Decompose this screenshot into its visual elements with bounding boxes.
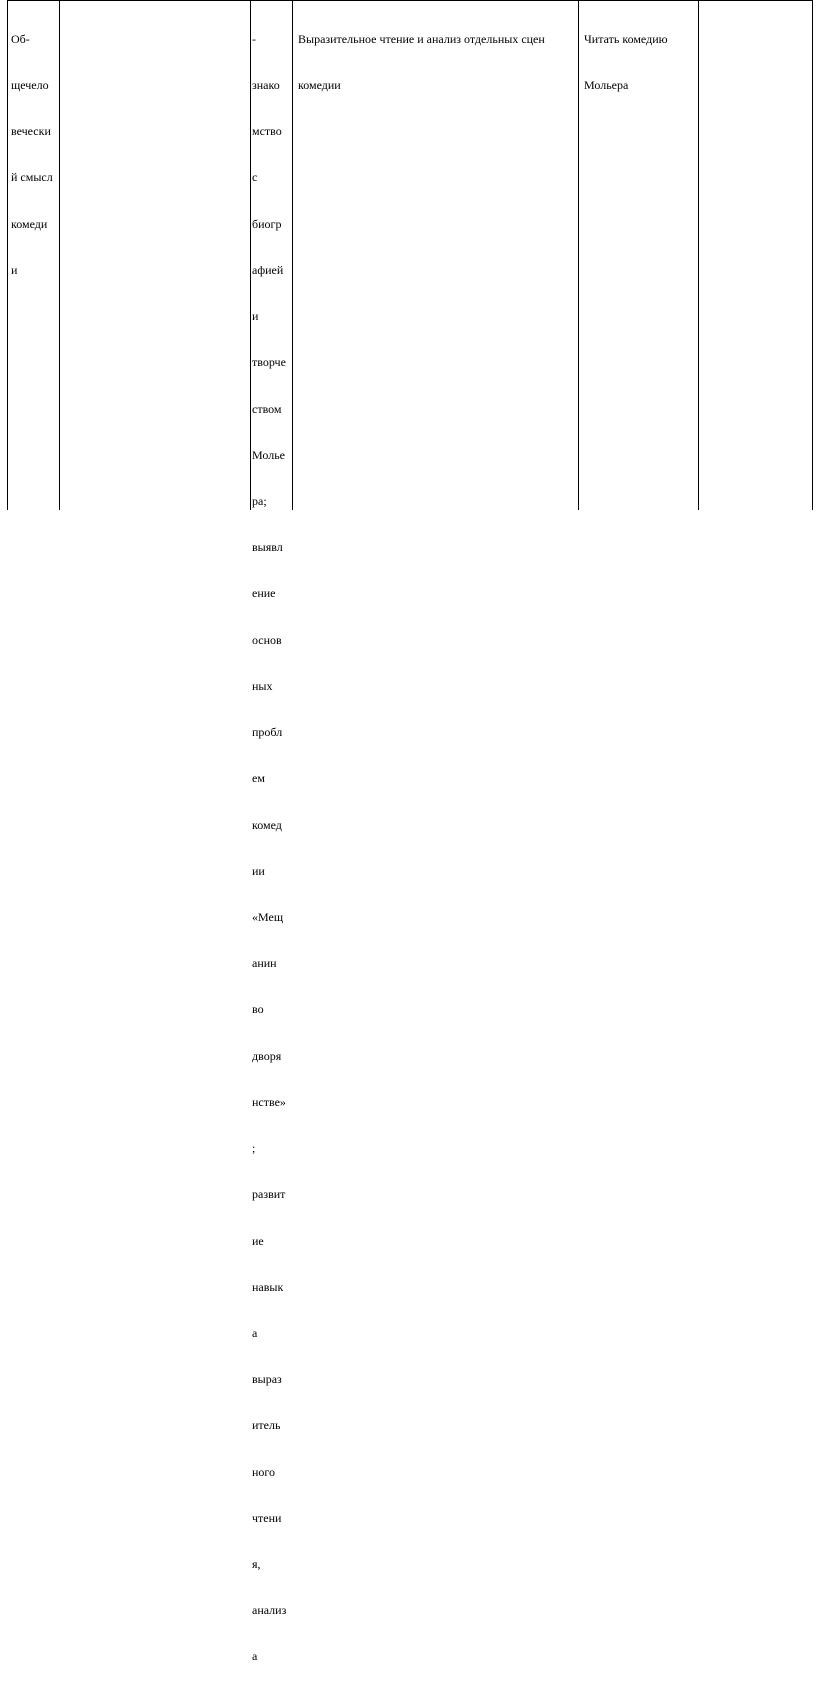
goals-line: ством [252,401,282,416]
goals-line: итель [252,1418,281,1433]
activity-cell [298,1,545,124]
goals-line: с [252,170,258,185]
goals-line: нстве» [252,1094,286,1109]
homework-cell [584,1,668,124]
topic-line: вечески [11,124,51,139]
column-divider [698,0,699,510]
column-divider [59,0,60,510]
goals-line: и [252,309,259,324]
topic-line: Об- [11,31,30,46]
table-border-right [812,0,813,510]
goals-line: выявл [252,540,283,555]
goals-line: мство [252,124,282,139]
column-divider [578,0,579,510]
goals-line: «Мещ [252,909,284,924]
goals-line: афией [252,262,284,277]
goals-line: биогр [252,216,282,231]
goals-line: я, [252,1557,261,1572]
topic-line: комеди [11,216,48,231]
goals-line: творче [252,355,286,370]
goals-line: ение [252,586,276,601]
topic-line: и [11,262,18,277]
activity-line: комедии [298,78,341,93]
column-divider [250,0,251,510]
topic-cell [11,1,53,309]
goals-line: комед [252,817,282,832]
goals-line: ра; [252,494,267,508]
goals-line: а [252,1325,258,1340]
goals-line: дворя [252,1048,282,1063]
goals-line: а [252,1649,258,1664]
goals-line: ем [252,771,265,786]
goals-line: ; [252,1141,256,1156]
goals-cell [252,1,286,1696]
column-divider [292,0,293,510]
goals-line: основ [252,632,282,647]
goals-line: во [252,1002,264,1017]
goals-line: ных [252,678,273,693]
goals-line: пробл [252,725,283,740]
goals-line: развит [252,1187,286,1202]
goals-line: чтени [252,1510,282,1525]
goals-line: ного [252,1464,276,1479]
table-border-left [7,0,8,510]
topic-line: й смысл [11,170,53,185]
goals-line: навык [252,1279,284,1294]
topic-line: щечело [11,78,49,93]
homework-line: Читать комедию [584,31,668,46]
goals-line: анализ [252,1603,287,1618]
goals-line: знако [252,78,280,93]
activity-line: Выразительное чтение и анализ отдельных сцен [298,31,545,46]
goals-line: - [252,31,256,46]
homework-line: Мольера [584,78,629,93]
goals-line: выраз [252,1372,282,1387]
goals-line: ие [252,1233,264,1248]
goals-line: Молье [252,447,285,462]
goals-line: ии [252,863,265,878]
goals-line: анин [252,956,277,971]
